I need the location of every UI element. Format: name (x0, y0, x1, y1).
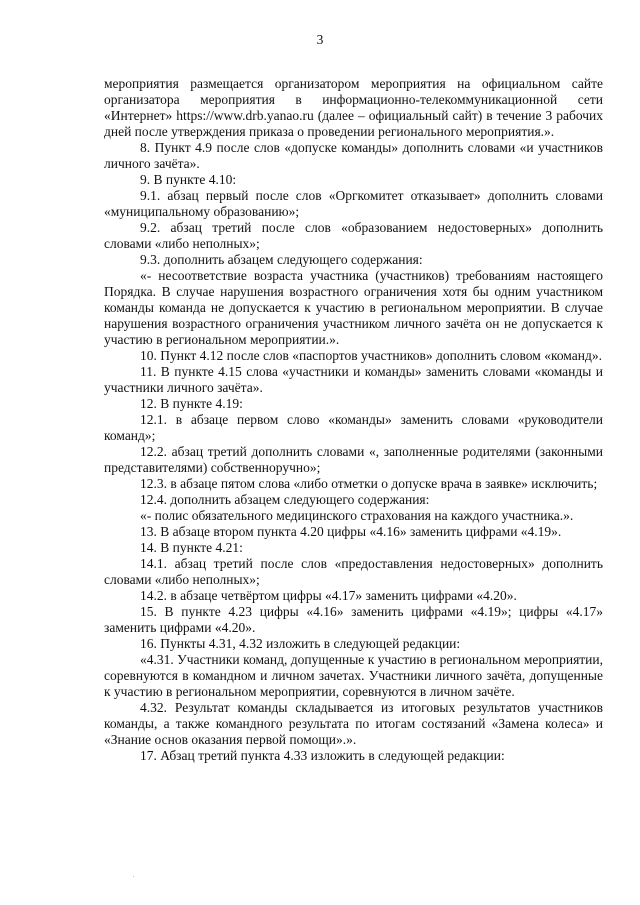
paragraph-item-16: 16. Пункты 4.31, 4.32 изложить в следующей редакции: (140, 636, 461, 651)
page-number: 3 (316, 32, 324, 47)
paragraph-item-14-2: 14.2. в абзаце четвёртом цифры «4.17» заменить цифрами «4.20». (140, 588, 517, 603)
paragraph-item-10: 10. Пункт 4.12 после слов «паспортов участников» дополнить словом «команд». (140, 348, 602, 363)
paragraph-item-12-1: 12.1. в абзаце первом слово «команды» заменить словами «руководители команд»; (104, 412, 603, 443)
paragraph-item-13: 13. В абзаце втором пункта 4.20 цифры «4.16» заменить цифрами «4.19». (140, 524, 562, 539)
paragraph-item-15: 15. В пункте 4.23 цифры «4.16» заменить цифрами «4.19»; цифры «4.17» заменить цифрами «4.20». (104, 604, 603, 635)
paragraph-item-9: 9. В пункте 4.10: (140, 172, 237, 187)
paragraph-item-11: 11. В пункте 4.15 слова «участники и команды» заменить словами «команды и участники личного зачёта». (104, 364, 603, 395)
paragraph-item-12-2: 12.2. абзац третий дополнить словами «, заполненные родителями (законными представителями) собственноручно»; (104, 444, 603, 475)
paragraph-quote-age: «- несоответствие возраста участника (участников) требованиям настоящего Порядка. В случае нарушения возрастного ограничения хотя бы одним участником команды команда не допускается к участию в региональном мероприятии. В случае нарушения возрастного ограничения участником личного зачёта он не допускается к участию в региональном мероприятии.». (104, 268, 603, 347)
paragraph-item-9-2: 9.2. абзац третий после слов «образованием недостоверных» дополнить словами «либо неполных»; (104, 220, 603, 251)
paragraph-item-14: 14. В пункте 4.21: (140, 540, 243, 555)
paragraph-item-9-3: 9.3. дополнить абзацем следующего содержания: (140, 252, 423, 267)
paragraph-item-14-1: 14.1. абзац третий после слов «предоставления недостоверных» дополнить словами «либо неполных»; (104, 556, 603, 587)
paragraph-item-8: 8. Пункт 4.9 после слов «допуске команды» дополнить словами «и участников личного зачёта». (104, 140, 603, 171)
paragraph-quote-insurance: «- полис обязательного медицинского страхования на каждого участника.». (140, 508, 574, 523)
paragraph-item-12: 12. В пункте 4.19: (140, 396, 243, 411)
paragraph-item-12-3: 12.3. в абзаце пятом слова «либо отметки о допуске врача в заявке» исключить; (140, 476, 598, 491)
document-body (104, 76, 603, 764)
paragraph-continuation: мероприятия размещается организатором мероприятия на официальном сайте организатора мероприятия в информационно-телекоммуникационной сети «Интернет» https://www.drb.yanao.ru (далее – официальный сайт) в течение 3 рабочих дней после утверждения приказа о проведении регионального мероприятия.». (104, 76, 604, 139)
paragraph-item-17: 17. Абзац третий пункта 4.33 изложить в следующей редакции: (140, 748, 505, 763)
paragraph-quote-4-31: «4.31. Участники команд, допущенные к участию в региональном мероприятии, соревнуются в командном и личном зачетах. Участники личного зачёта, допущенные к участию в региональном мероприятии, соревнуются в личном зачёте. (104, 652, 603, 699)
paragraph-quote-4-32: 4.32. Результат команды складывается из итоговых результатов участников команды, а также командного результата по итогам состязаний «Замена колеса» и «Знание основ оказания первой помощи».». (104, 700, 603, 747)
paragraph-item-12-4: 12.4. дополнить абзацем следующего содержания: (140, 492, 430, 507)
scan-dot (133, 876, 134, 877)
paragraph-item-9-1: 9.1. абзац первый после слов «Оргкомитет отказывает» дополнить словами «муниципальному образованию»; (104, 188, 603, 219)
